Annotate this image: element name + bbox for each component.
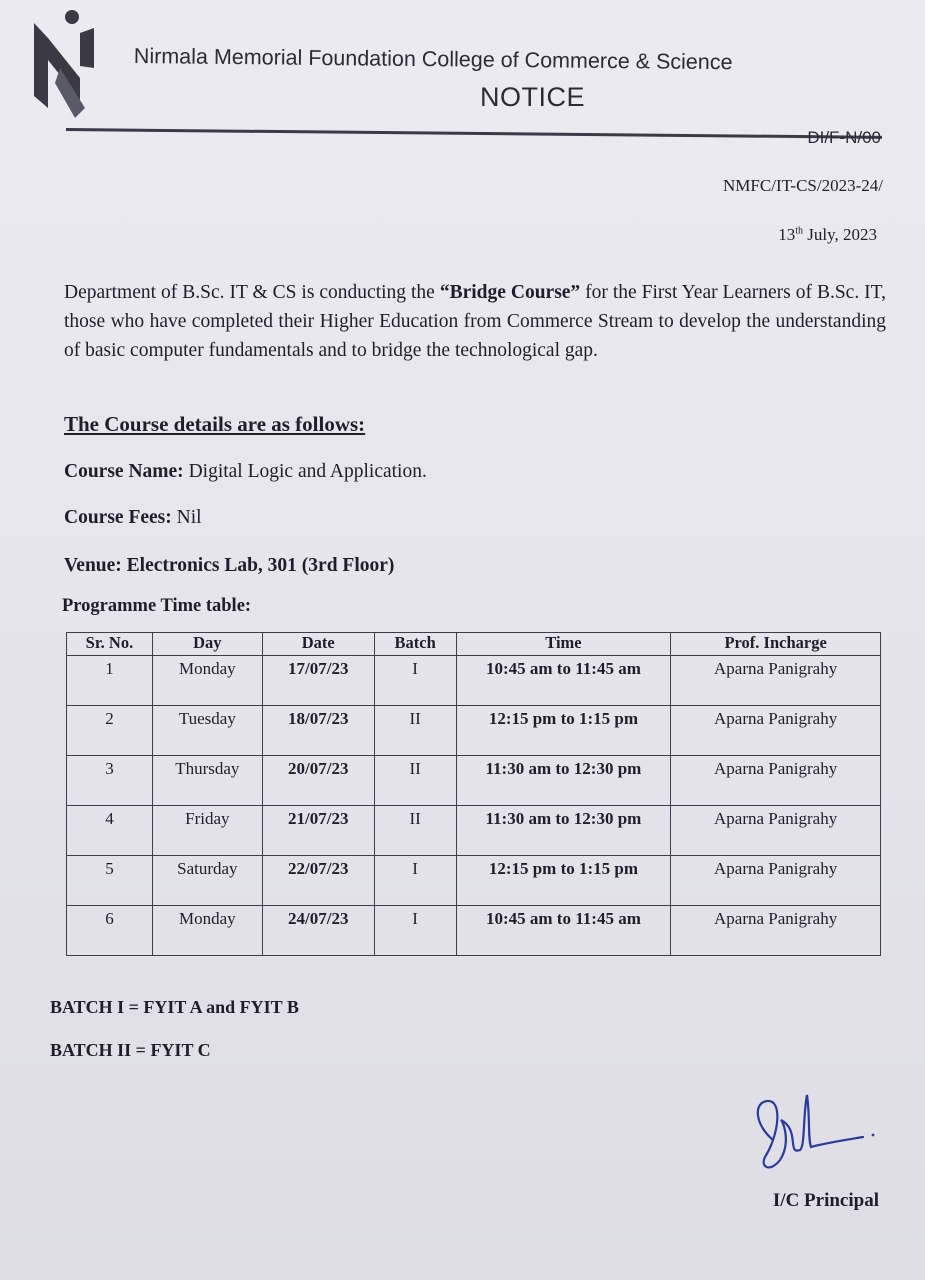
- cell-date: 17/07/23: [262, 656, 374, 706]
- cell-sr-no: 2: [67, 706, 153, 756]
- course-name-line: [64, 461, 427, 483]
- cell-sr-no: 1: [67, 656, 153, 706]
- cell-batch: I: [374, 856, 456, 906]
- course-name-value: Digital Logic and Application.: [183, 461, 427, 482]
- cell-time: 11:30 am to 12:30 pm: [456, 806, 671, 856]
- cell-sr-no: 5: [67, 856, 153, 906]
- batch-one-note: BATCH I = FYIT A and FYIT B: [50, 997, 299, 1017]
- cell-batch: II: [374, 706, 456, 756]
- header-batch: Batch: [374, 633, 456, 656]
- timetable-heading: Programme Time table:: [62, 596, 252, 616]
- reference-number: NMFC/IT-CS/2023-24/: [723, 176, 883, 195]
- document-id: DI/F-N/00: [807, 128, 881, 147]
- table-row: [67, 706, 881, 756]
- cell-day: Tuesday: [152, 706, 262, 756]
- timetable: [66, 632, 881, 956]
- header-date: Date: [262, 633, 374, 656]
- cell-day: Monday: [152, 656, 262, 706]
- cell-time: 10:45 am to 11:45 am: [456, 906, 671, 956]
- cell-date: 21/07/23: [262, 806, 374, 856]
- venue-value: Electronics Lab, 301 (3rd Floor): [121, 555, 395, 576]
- cell-date: 22/07/23: [262, 856, 374, 906]
- cell-prof: Aparna Panigrahy: [671, 856, 881, 906]
- para-post: for the First Year Learners of B.Sc. IT, those who have completed their Higher Education from Commerce Stream to develop the understanding of basic computer fundamentals and to bridge the technological gap.: [64, 282, 886, 361]
- signature-icon: [745, 1085, 875, 1180]
- header-day: Day: [152, 633, 262, 656]
- cell-date: 18/07/23: [262, 706, 374, 756]
- cell-day: Thursday: [152, 756, 262, 806]
- details-heading: The Course details are as follows:: [64, 412, 366, 436]
- cell-batch: I: [374, 656, 456, 706]
- cell-batch: I: [374, 906, 456, 956]
- cell-time: 12:15 pm to 1:15 pm: [456, 706, 671, 756]
- date-suffix: th: [795, 225, 803, 237]
- table-row: [67, 856, 881, 906]
- cell-day: Saturday: [152, 856, 262, 906]
- para-pre: Department of B.Sc. IT & CS is conducting the: [64, 282, 440, 303]
- cell-date: 24/07/23: [262, 906, 374, 956]
- date-day: 13: [778, 225, 796, 244]
- college-name: Nirmala Memorial Foundation College of Commerce & Science: [133, 44, 733, 75]
- course-fees-line: [64, 507, 202, 529]
- college-logo-icon: [30, 8, 100, 123]
- course-name-label: Course Name:: [64, 461, 184, 482]
- notice-date: [778, 225, 877, 245]
- cell-batch: II: [374, 806, 456, 856]
- cell-prof: Aparna Panigrahy: [671, 906, 881, 956]
- cell-prof: Aparna Panigrahy: [671, 756, 881, 806]
- course-fees-value: Nil: [171, 507, 202, 528]
- header-prof-incharge: Prof. Incharge: [671, 633, 881, 656]
- header-sr-no: Sr. No.: [67, 633, 153, 656]
- notice-title: NOTICE: [480, 82, 586, 112]
- date-rest: July, 2023: [803, 225, 877, 244]
- cell-sr-no: 4: [67, 806, 153, 856]
- cell-prof: Aparna Panigrahy: [671, 706, 881, 756]
- cell-sr-no: 6: [67, 906, 153, 956]
- venue-label: Venue:: [64, 555, 122, 576]
- cell-time: 11:30 am to 12:30 pm: [456, 756, 671, 806]
- timetable-header-row: [67, 633, 881, 656]
- cell-sr-no: 3: [67, 756, 153, 806]
- venue-line: [64, 555, 394, 577]
- cell-batch: II: [374, 756, 456, 806]
- batch-two-note: BATCH II = FYIT C: [50, 1040, 211, 1060]
- header-time: Time: [456, 633, 671, 656]
- table-row: [67, 756, 881, 806]
- cell-day: Friday: [152, 806, 262, 856]
- table-row: [67, 906, 881, 956]
- intro-paragraph: [64, 278, 886, 365]
- course-title-bold: “Bridge Course”: [439, 282, 581, 303]
- cell-time: 10:45 am to 11:45 am: [456, 656, 671, 706]
- signer-title: I/C Principal: [772, 1190, 879, 1211]
- cell-prof: Aparna Panigrahy: [671, 806, 881, 856]
- cell-prof: Aparna Panigrahy: [671, 656, 881, 706]
- header-rule: [66, 128, 882, 139]
- cell-time: 12:15 pm to 1:15 pm: [456, 856, 671, 906]
- course-fees-label: Course Fees:: [64, 507, 172, 528]
- cell-date: 20/07/23: [262, 756, 374, 806]
- cell-day: Monday: [152, 906, 262, 956]
- table-row: [67, 806, 881, 856]
- table-row: [67, 656, 881, 706]
